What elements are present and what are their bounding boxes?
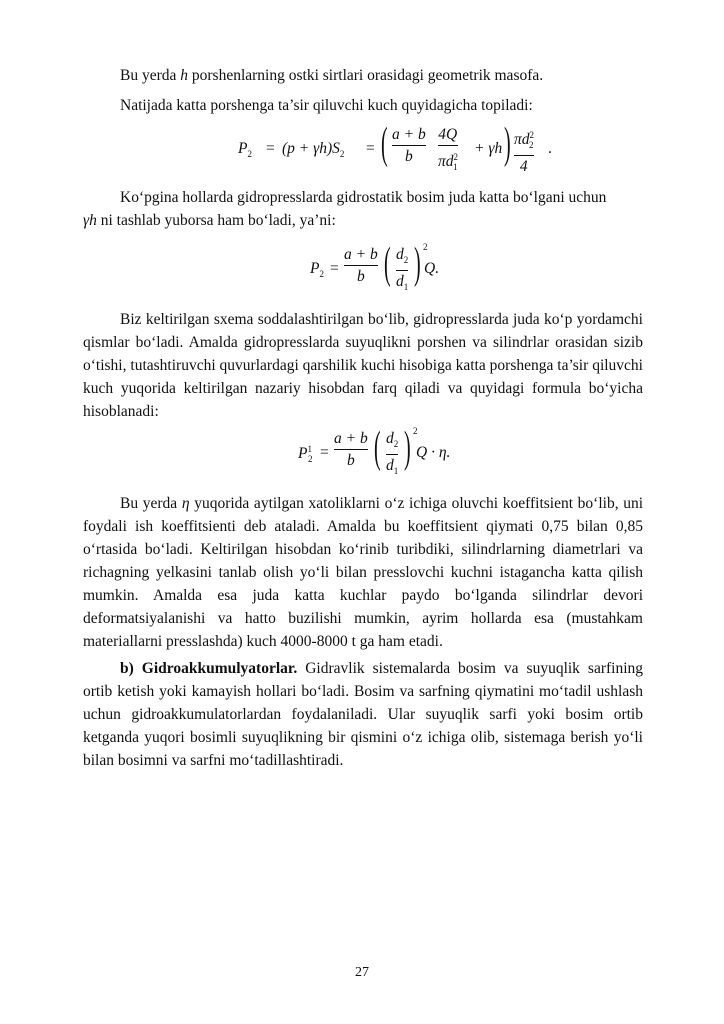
paragraph-force-intro	[83, 94, 643, 117]
equals-sign: =	[330, 260, 339, 277]
equals-sign: =	[320, 444, 329, 461]
equals-sign: =	[366, 140, 375, 157]
formula-real-force	[298, 424, 468, 484]
text: Bu yerda	[120, 495, 178, 512]
text: porshenlarning ostki sirtlari orasidagi geometrik masofa.	[191, 67, 544, 84]
paragraph-real-conditions	[83, 308, 643, 423]
text: Bu yerda	[120, 67, 177, 84]
fraction-d2-over-d1: $d_2$ $d_1$	[396, 246, 409, 293]
text: Natijada katta porshenga ta’sir qiluvchi kuch quyidagicha topiladi:	[120, 97, 533, 114]
left-paren: (	[374, 424, 381, 473]
formula-force-large-piston	[238, 120, 552, 178]
left-paren: (	[381, 120, 388, 169]
right-paren: )	[414, 240, 421, 289]
text: yuqorida aytilgan xatoliklarni o‘z ichiga oluvchi koeffitsient bo‘lib, uni foydali ish koeffitsienti deb ataladi. Amalda bu koeffitsient qiymati 0,75 bilan 0,85 o‘rtasida bo‘ladi. Keltirilgan hisobdan ko‘rinib turibdiki, silindrlarning diametrlari va richagning yelkasini tanlab olish yo‘li bilan presslovchi kuchni istagancha katta qilish mumkin. Amalda esa juda katta kuchlar paydo bo‘lganda silindrlar devori deformatsiyalanishi va hatto buzilishi mumkin, ayrim hollarda esa (mustahkam materiallarni presslashda) kuch 4000-8000 t ga ham etadi.	[83, 495, 644, 650]
period: .	[548, 140, 552, 157]
math-variable: γh	[83, 212, 97, 229]
exponent: 2	[413, 426, 418, 436]
math-variable: h	[180, 67, 189, 84]
formula-lhs: $P^1_2$	[298, 444, 313, 465]
paragraph-hydroaccumulators	[83, 657, 643, 772]
text: Biz keltirilgan sxema soddalashtirilgan bo‘lib, gidropresslarda juda ko‘p yordamchi qismlar bo‘ladi. Amalda gidropresslarda suyuqlikni porshen va silindrlar orasidan sizib o‘tishi, tutashtiruvchi quvurlardagi qarshilik kuchi hisobiga katta porshenga ta’sir qiluvchi kuch yuqorida keltirilgan nazariy hisobdan farq qiladi va quyidagi formula bo‘yicha hisoblanadi:	[83, 311, 643, 420]
formula-lhs: $P_2$	[310, 260, 324, 280]
text: Gidravlik sistemalarda bosim va suyuqlik sarfining ortib ketish yoki kamayish hollari bo‘ladi. Bosim va sarfning qiymatini mo‘tadil ushlash uchun gidroakkumulatorlardan foydalaniladi. Ular suyuqlik sarfi yoki bosim ortib ketganda yuqori bosimli suyuqlikning bir qismini o‘z ichiga olib, sistemaga berish yo‘li bilan bosimni va sarfni mo‘tadillashtiradi.	[83, 660, 644, 769]
paragraph-gamma-h-neglect-line2	[83, 209, 643, 232]
paragraph-h-definition	[83, 64, 643, 87]
math-variable: η	[181, 495, 190, 512]
fraction-d2-over-d1: $d_2$ $d_1$	[386, 430, 399, 477]
formula-simplified-force	[310, 240, 460, 300]
fraction-ab-over-b: a + b b	[344, 246, 378, 285]
formula-rhs: Q · η.	[416, 444, 451, 461]
section-heading: b) Gidroakkumulyatorlar.	[120, 660, 298, 677]
page-number: 27	[355, 965, 369, 980]
right-paren: )	[504, 120, 511, 169]
plus-gamma-h: + γh	[474, 140, 503, 157]
exponent: 2	[423, 242, 428, 252]
fraction-4q-over-pid1: 4Q $\pi d^2_1$	[438, 126, 459, 173]
fraction-ab-over-b: a + b b	[334, 430, 368, 469]
right-paren: )	[404, 424, 411, 473]
fraction-pid2-over-4: $\pi d^2_2$ 4	[514, 130, 535, 176]
paragraph-efficiency	[83, 492, 643, 653]
equals-sign: =	[266, 140, 275, 157]
text: Ko‘pgina hollarda gidropresslarda gidrostatik bosim juda katta bo‘lgani uchun	[120, 189, 607, 206]
paragraph-gamma-h-neglect	[83, 186, 643, 209]
formula-middle: $(p + \gamma h)S_2$	[282, 140, 345, 160]
formula-lhs: $P_2$	[238, 140, 252, 160]
formula-rhs: Q.	[424, 260, 440, 277]
text: ni tashlab yuborsa ham bo‘ladi, ya’ni:	[100, 212, 336, 229]
left-paren: (	[384, 240, 391, 289]
fraction-ab-over-b: a + b b	[392, 126, 426, 165]
